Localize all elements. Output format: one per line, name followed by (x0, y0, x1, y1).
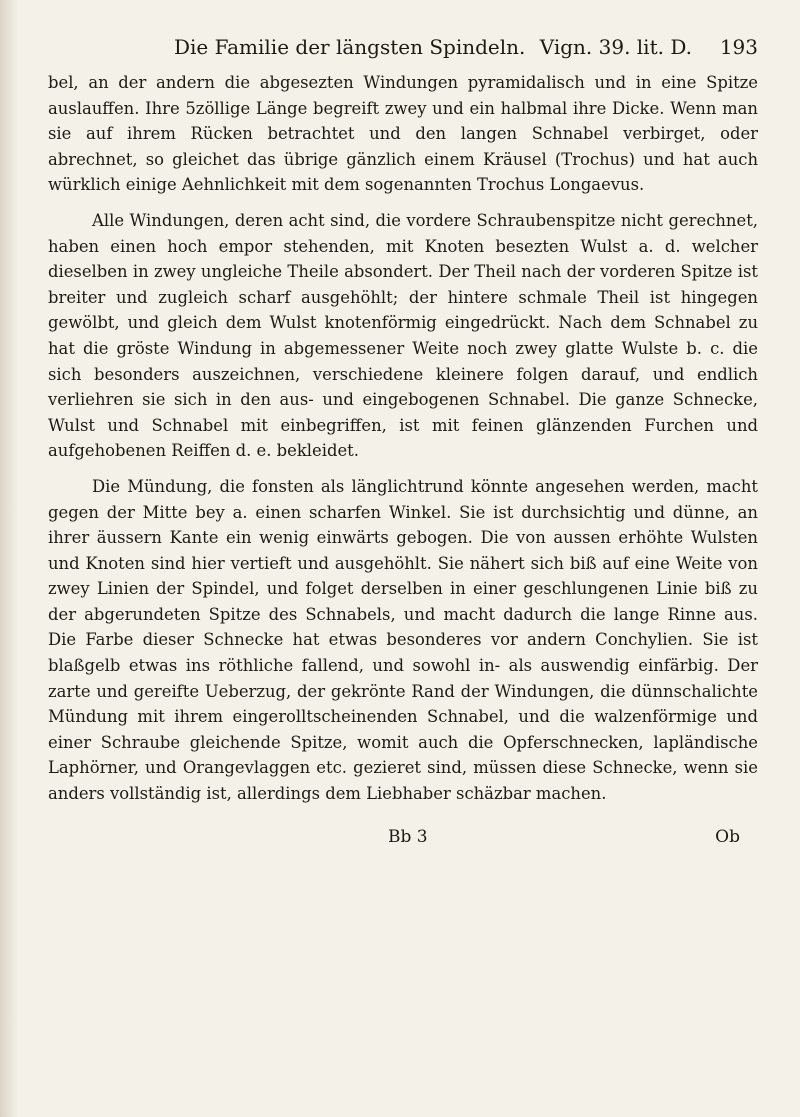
page-number: 193 (719, 35, 758, 59)
catchword: Ob (715, 826, 740, 847)
page-gutter-shadow (0, 0, 18, 1117)
vignette-reference: Vign. 39. lit. D. (539, 35, 693, 59)
paragraph-1: bel, an der andern die abgesezten Windungen pyramidalisch und in eine Spitze auslauffen. Ihre 5zöllige Länge begreift zwey und ein halbmal ihre Dicke. Wenn man sie auf ihrem Rücken betrachtet und den langen Schnabel verbirget, oder abrechnet, so gleichet das übrige gänzlich einem Kräusel (Trochus) und hat auch würklich einige Aehnlichkeit mit dem sogenannten Trochus Longaevus. (48, 73, 758, 195)
running-head (48, 30, 758, 64)
paragraph-3: Die Mündung, die fonsten als länglichtrund könnte angesehen werden, macht gegen der Mitte bey a. einen scharfen Winkel. Sie ist durchsichtig und dünne, an ihrer äussern Kante ein wenig einwärts gebogen. Die von aussen erhöhte Wulsten und Knoten sind hier vertieft und ausgehöhlt. Sie nähert sich biß auf eine Weite von zwey Linien der Spindel, und folget derselben in einer geschlungenen Linie biß zu der abgerundeten Spitze des Schnabels, und macht dadurch die lange Rinne aus. Die Farbe dieser Schnecke hat etwas besonderes vor andern Conchylien. Sie ist blaßgelb etwas ins röthliche fallend, und sowohl in- als auswendig einfärbig. Der zarte und gereifte Ueberzug, der gekrönte Rand der Windungen, die dünnschalichte Mündung mit ihrem eingerolltscheinenden Schnabel, und die walzenförmige und einer Schraube gleichende Spitze, womit auch die Opferschnecken, lapländische Laphörner, und Orangevlaggen etc. gezieret sind, müssen diese Schnecke, wenn sie anders vollständig ist, allerdings dem Liebhaber schäzbar machen. (48, 476, 758, 804)
signature-mark: Bb 3 (388, 826, 428, 847)
paragraph-2: Alle Windungen, deren acht sind, die vordere Schraubenspitze nicht gerechnet, haben einen hoch empor stehenden, mit Knoten besezten Wulst a. d. welcher dieselben in zwey ungleiche Theile absondert. Der Theil nach der vorderen Spitze ist breiter und zugleich scharf ausgehöhlt; der hintere schmale Theil ist hingegen gewölbt, und gleich dem Wulst knotenförmig eingedrückt. Nach dem Schnabel zu hat die gröste Windung in abgemessener Weite noch zwey glatte Wulste b. c. die sich besonders auszeichnen, verschiedene kleinere folgen darauf, und endlich verliehren sie sich in den aus- und eingebogenen Schnabel. Die ganze Schnecke, Wulst und Schnabel mit einbegriffen, ist mit feinen glänzenden Furchen und aufgehobenen Reiffen d. e. bekleidet. (48, 210, 758, 461)
running-title: Die Familie der längsten Spindeln. (173, 35, 526, 59)
page-footer (48, 827, 758, 857)
